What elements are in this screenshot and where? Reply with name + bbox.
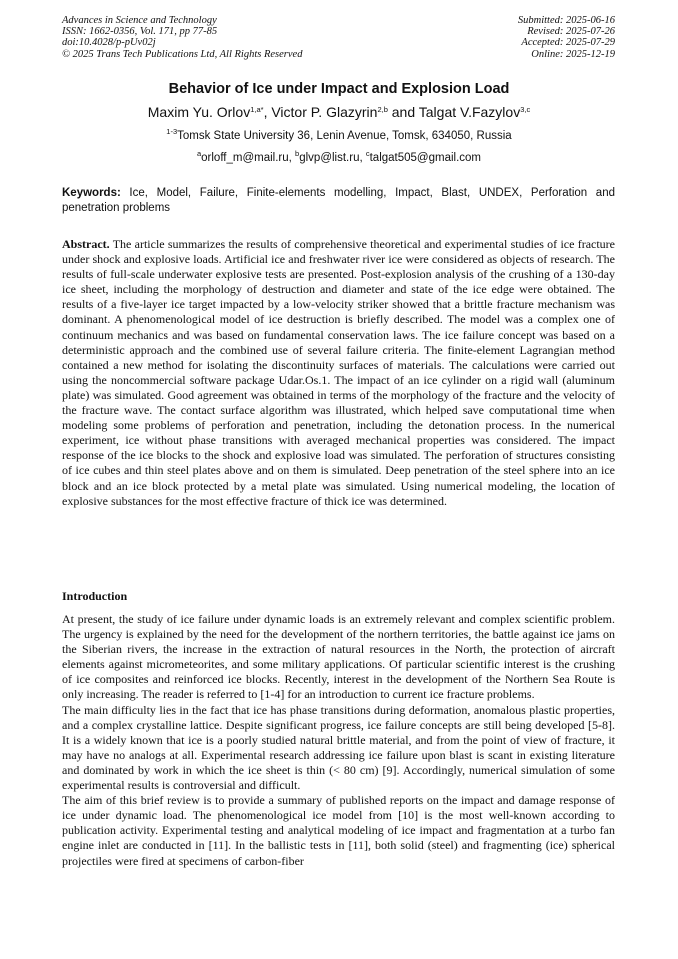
email-address: orloff_m@mail.ru, xyxy=(201,152,296,164)
journal-info xyxy=(62,15,302,60)
keywords-label: Keywords: xyxy=(62,187,121,199)
author-name: Talgat V.Fazylov xyxy=(418,104,521,120)
email-mark: c xyxy=(365,149,370,158)
author-affiliation-mark: 1,a* xyxy=(250,105,264,114)
author-list xyxy=(0,104,678,120)
abstract xyxy=(62,237,615,509)
intro-paragraph: The aim of this brief review is to provide a summary of published reports on the impact and damage response of ice under dynamic load. The phenomenological ice model from [10] is the most well-known according to publication activity. Experimental testing and analytical modeling of ice impact and fragmentation at a turbo fan engine inlet are conducted in [11]. In the ballistic tests in [11], both solid (steel) and fragmenting (ice) spherical projectiles were fired at specimens of carbon-fiber xyxy=(62,793,615,868)
date-revised: Revised: 2025-07-26 xyxy=(527,26,615,38)
email-mark: b xyxy=(295,149,300,158)
journal-doi: doi:10.4028/p-pUv02j xyxy=(62,37,156,49)
date-submitted: Submitted: 2025-06-16 xyxy=(517,15,615,26)
affiliation xyxy=(0,127,678,142)
keywords xyxy=(62,186,615,215)
author-name: Maxim Yu. Orlov xyxy=(147,104,251,120)
author-separator: and xyxy=(387,104,419,120)
email-address: talgat505@gmail.com xyxy=(369,152,482,164)
intro-paragraph: At present, the study of ice failure under dynamic loads is an extremely relevant and complex scientific problem. The urgency is explained by the need for the development of the northern territories, the battle against ice jams on the Siberian rivers, the increase in the extraction of natural resources in the North, the protection of aircraft elements against micrometeorites, and some military applications. Of particular scientific interest is the crushing of ice composites and reinforced ice blocks. Recently, interest in the development of the Northern Sea Route is only increasing. The reader is referred to [1-4] for an introduction to current ice fracture problems. xyxy=(62,612,615,702)
introduction-body xyxy=(62,612,615,869)
date-accepted: Accepted: 2025-07-29 xyxy=(521,37,615,49)
abstract-label: Abstract. xyxy=(62,237,110,251)
author-name: Victor P. Glazyrin xyxy=(271,104,378,120)
journal-name: Advances in Science and Technology xyxy=(62,15,217,26)
date-online: Online: 2025-12-19 xyxy=(531,48,615,60)
journal-issn: ISSN: 1662-0356, Vol. 171, pp 77-85 xyxy=(62,26,218,38)
author-separator: , xyxy=(263,104,272,120)
journal-copyright: © 2025 Trans Tech Publications Ltd, All Rights Reserved xyxy=(62,48,303,60)
author-emails xyxy=(0,149,678,164)
email-mark: a xyxy=(196,149,202,158)
publication-dates xyxy=(518,15,615,60)
author-affiliation-mark: 3,c xyxy=(520,105,531,114)
affiliation-text: Tomsk State University 36, Lenin Avenue, Tomsk, 634050, Russia xyxy=(177,130,512,142)
section-heading-introduction: Introduction xyxy=(62,589,128,603)
paper-title: Behavior of Ice under Impact and Explosion Load xyxy=(168,81,510,97)
author-affiliation-mark: 2,b xyxy=(377,105,388,114)
email-address: glvp@list.ru, xyxy=(299,152,366,164)
keywords-text: Ice, Model, Failure, Finite-elements modelling, Impact, Blast, UNDEX, Perforation and penetration problems xyxy=(62,187,615,214)
abstract-text: The article summarizes the results of comprehensive theoretical and experimental studies of ice fracture under shock and explosive loads. Artificial ice and freshwater river ice were considered as objects of research. The results of full-scale underwater explosive tests are presented. Post-explosion analysis of the crushing of a 130-day ice sheet, including the morphology of destruction and diameter and state of the ice edge were obtained. The results of a five-layer ice target impacted by a low-velocity striker showed that a brittle fracture mechanism was dominant. A phenomenological model of ice destruction is briefly described. The model was a complex one of continuum mechanics and was based on fundamental conservation laws. The ice failure concept was based on a deterministic approach and the combined use of several failure criteria. The finite-element Lagrangian method contained a new method for isolating the discontinuity surfaces of materials. The calculations were carried out using the noncommercial software package Udar.Os.1. The impact of an ice cylinder on a rigid wall (aluminum plate) was simulated. Good agreement was obtained in terms of the morphology of the fracture and the velocity of the fracture wave. The contact surface algorithm was illustrated, which helped save computational time when modeling some problems of perforation and penetration, including the detonation process. In the numerical experiment, ice without phase transitions with averaged mechanical properties was considered. The impact response of the ice blocks to the shock and explosive load was simulated. The perforation of structures consisting of ice cubes and thin steel plates above and on them is simulated. Deep penetration of the steel sphere into an ice block and an ice block protected by a metal plate was simulated. Using numerical modeling, the location of explosive substances for the most effective fracture of thick ice was determined. xyxy=(62,237,615,508)
affiliation-mark: 1-3 xyxy=(166,127,178,136)
intro-paragraph: The main difficulty lies in the fact that ice has phase transitions during deformation, anomalous plastic properties, and a complex crystalline lattice. Despite significant progress, ice failure concepts are still being developed [5-8]. It is a widely known that ice is a poorly studied natural brittle material, and from the point of view of fracture, it may have no analogs at all. Experimental research addressing ice failure upon blast is scant in existing literature and dominated by work in which the ice sheet is thin (< 80 cm) [9]. Accordingly, numerical simulation of some experimental results is controversial and difficult. xyxy=(62,702,615,793)
